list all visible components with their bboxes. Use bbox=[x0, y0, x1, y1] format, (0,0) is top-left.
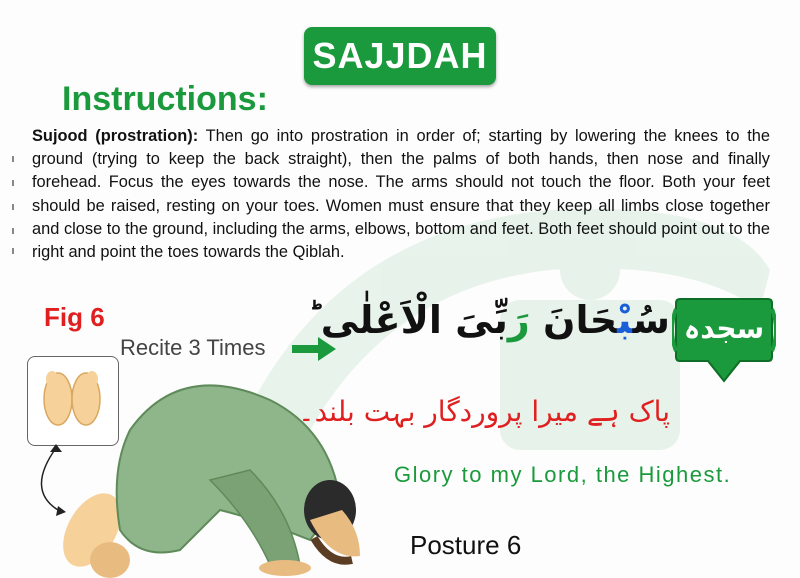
arabic-segment: سُ bbox=[632, 298, 670, 342]
recite-instruction: Recite 3 Times bbox=[120, 335, 266, 360]
instructions-body: Then go into prostration in order of; starting by lowering the knees to the ground (trying to keep the back straight), then the palms of both hands, then nose and finally forehead. Focus the eyes towards the nose. The arms should not touch the floor. Both your feet should be raised, resting on your toes. Women must ensure that they keep all limbs close together and close to the ground, including the arms, elbows, bottom and feet. Both feet should point out to the right and point the toes towards the Qiblah. bbox=[32, 127, 770, 262]
posture-label: Posture 6 bbox=[410, 530, 522, 560]
arabic-segment-green: رَ bbox=[507, 298, 530, 342]
arabic-segment: بِّیَ الْاَعْلٰی ؕ bbox=[307, 298, 508, 342]
sajda-badge-text: سجدہ bbox=[683, 312, 765, 345]
arabic-segment: حَانَ bbox=[529, 298, 618, 342]
prostration-figure bbox=[30, 360, 370, 578]
arabic-segment-blue: بْ bbox=[617, 298, 633, 342]
instructions-lead: Sujood (prostration): bbox=[32, 127, 199, 145]
urdu-translation: پاک ہے میرا پروردگار بہت بلند۔ bbox=[298, 395, 670, 428]
figure-label: Fig 6 bbox=[44, 302, 105, 332]
instructions-paragraph bbox=[32, 125, 770, 264]
page-title-badge: SAJJDAH bbox=[304, 27, 496, 85]
english-translation: Glory to my Lord, the Highest. bbox=[394, 462, 732, 487]
side-marks-decoration bbox=[6, 150, 22, 260]
arabic-dhikr bbox=[307, 298, 670, 342]
instructions-heading: Instructions: bbox=[62, 80, 268, 118]
curved-arrow-icon bbox=[41, 448, 58, 510]
